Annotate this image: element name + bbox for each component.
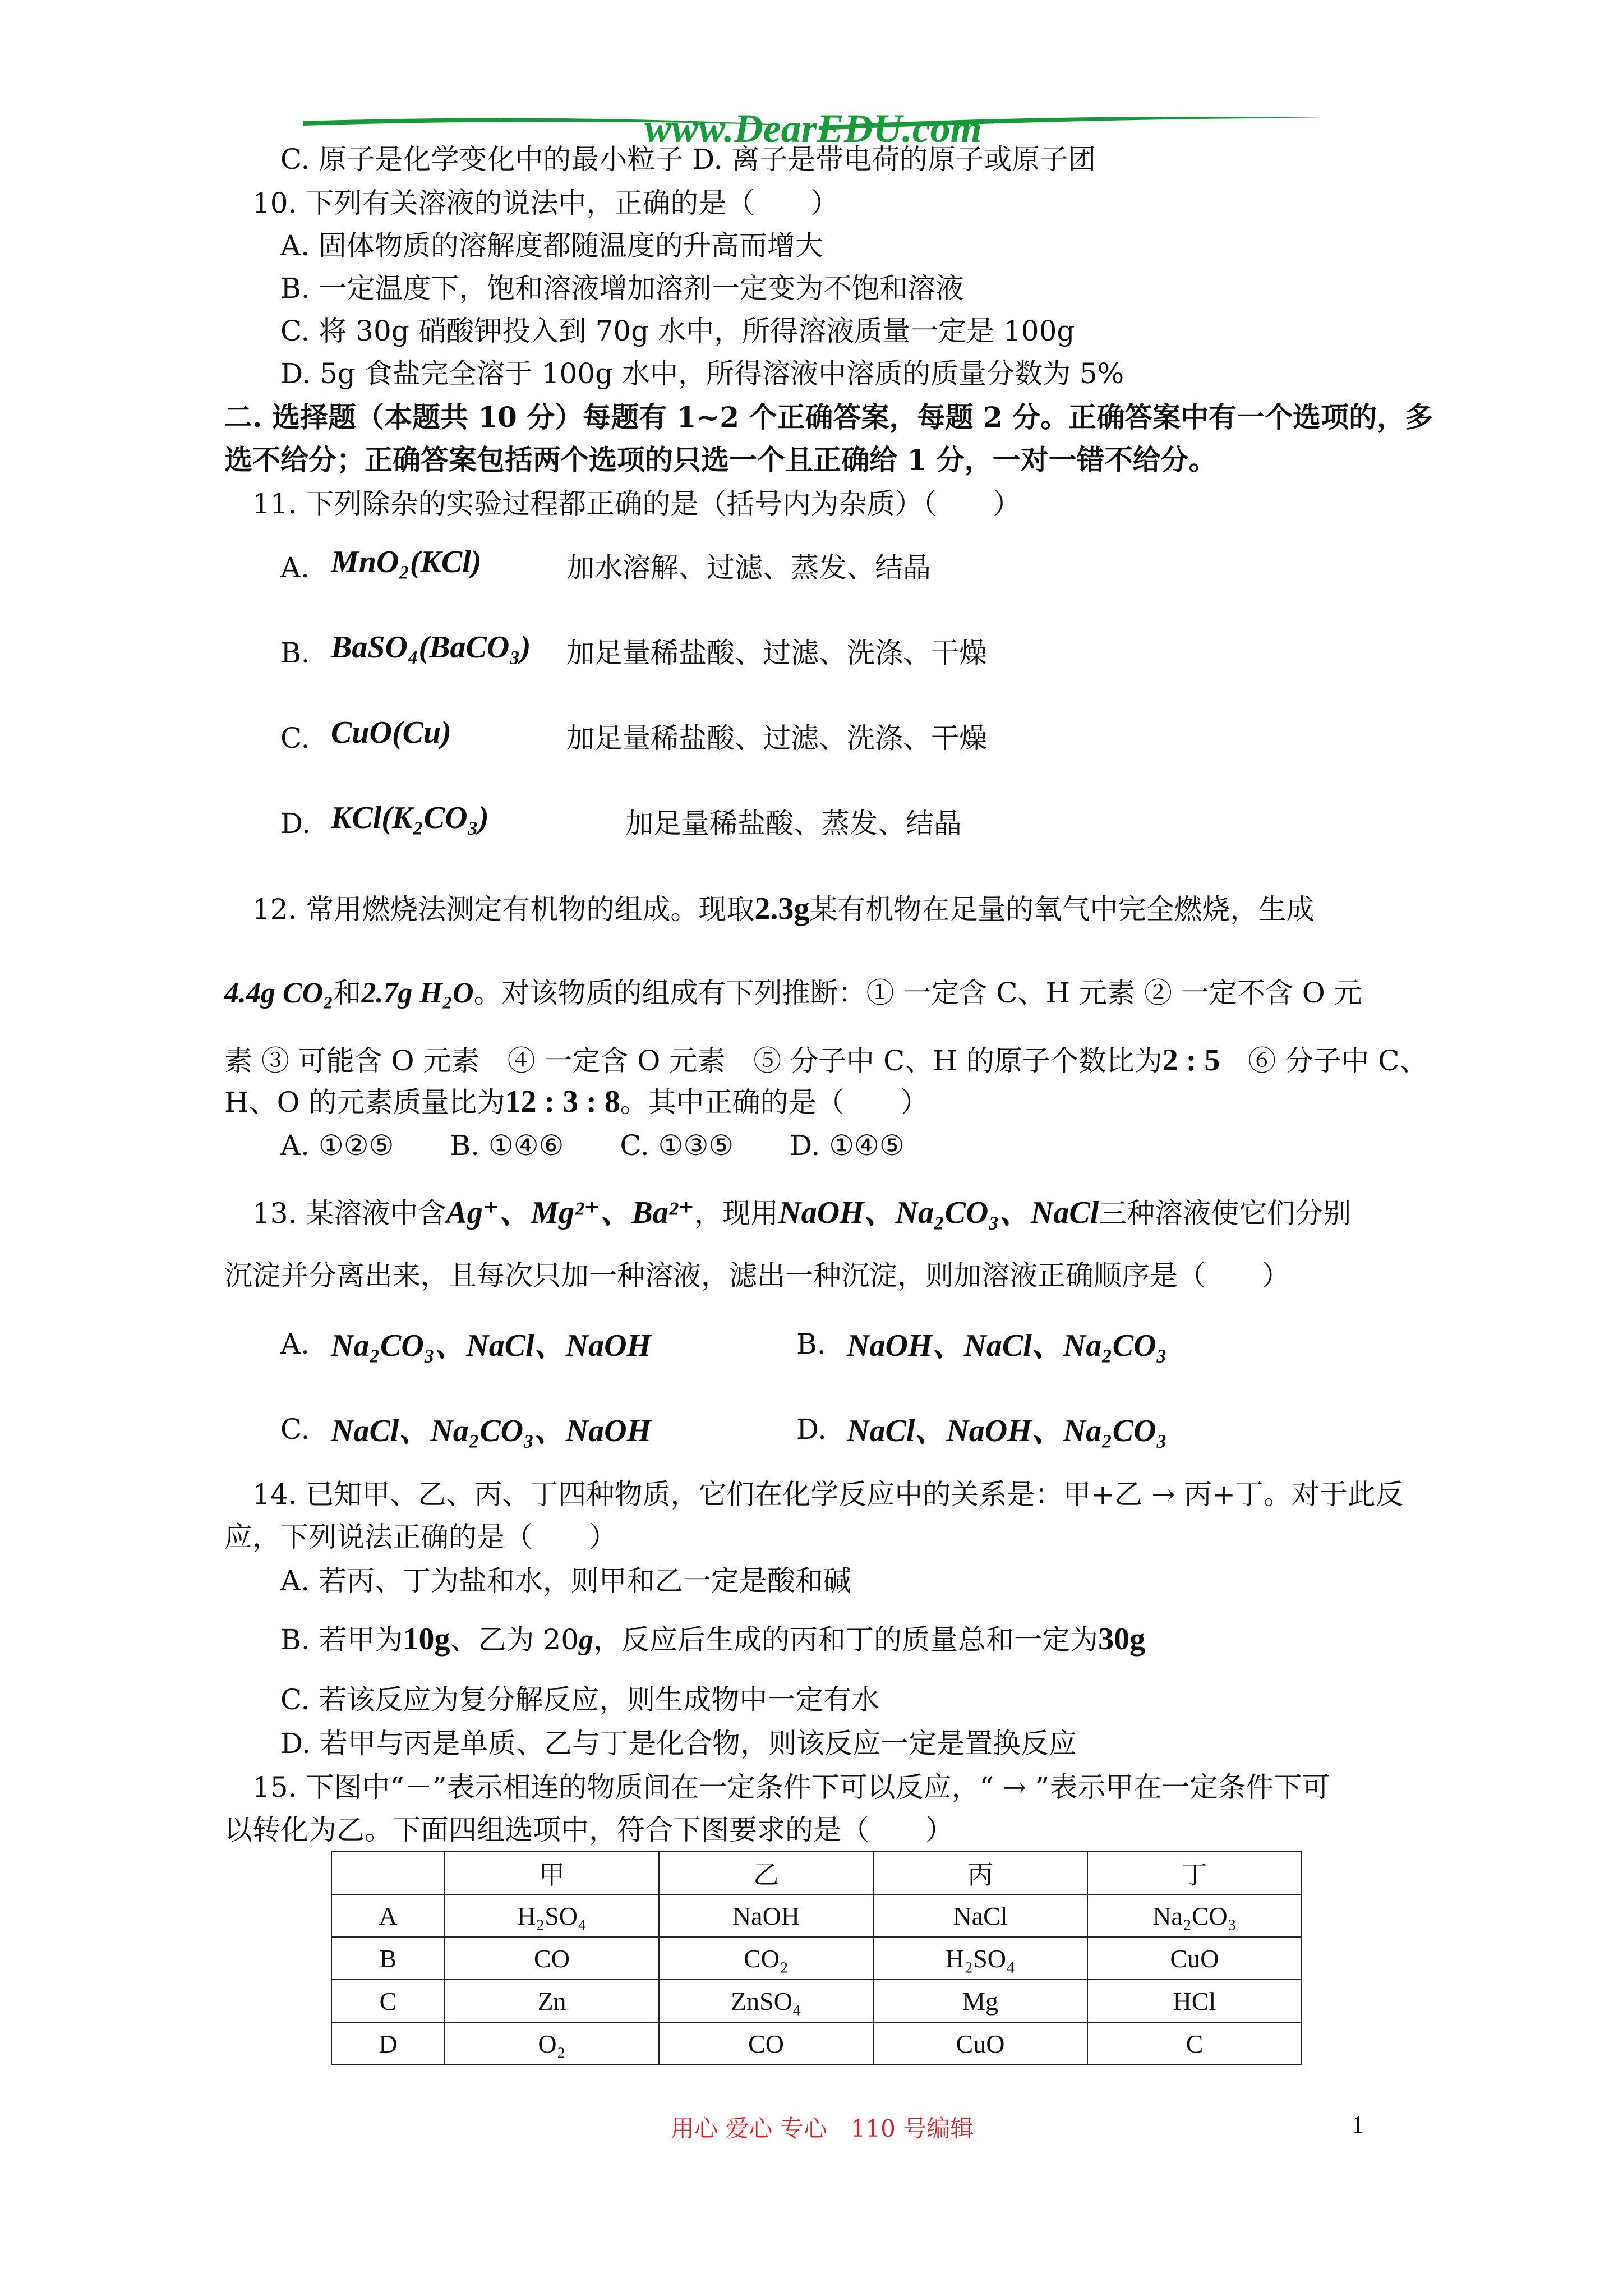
table-cell: H₂SO₄ — [873, 1937, 1087, 1980]
q12-line1-b: 某有机物在足量的氧气中完全燃烧，生成 — [809, 893, 1315, 926]
q12-ratio-2: 12 : 3 : 8 — [505, 1084, 620, 1119]
q10-option-d: D. 5g 食盐完全溶于 100g 水中，所得溶液中溶质的质量分数为 5% — [280, 357, 1124, 390]
q14-option-c: C. 若该反应为复分解反应，则生成物中一定有水 — [280, 1683, 880, 1716]
table-header-cell: 乙 — [659, 1852, 873, 1894]
q13-reagents: NaOH、Na₂CO₃、NaCl — [778, 1195, 1099, 1230]
table-header-cell — [331, 1852, 445, 1894]
q12-line3-a: 素 ③ 可能含 O 元素 ④ 一定含 O 元素 ⑤ 分子中 C、H 的原子个数比为 — [224, 1045, 1163, 1077]
table-cell: ZnSO₄ — [659, 1980, 873, 2022]
q13-option-c-formula: NaCl、Na₂CO₃、NaOH — [331, 1414, 652, 1448]
q14-option-b-c: ，反应后生成的丙和丁的质量总和一定为 — [593, 1623, 1099, 1656]
table-cell: Na₂CO₃ — [1087, 1894, 1302, 1937]
q13-option-b-label: B. — [796, 1328, 826, 1360]
q13-line1-c: 三种溶液使它们分别 — [1099, 1197, 1352, 1230]
q14-line1: 14. 已知甲、乙、丙、丁四种物质，它们在化学反应中的关系是：甲+乙 → 丙+丁。对于此反 — [252, 1478, 1404, 1511]
table-cell: CuO — [873, 2022, 1087, 2065]
q13-option-a-label: A. — [280, 1328, 310, 1360]
q13-option-d-formula: NaCl、NaOH、Na₂CO₃ — [847, 1414, 1168, 1448]
q10-option-b: B. 一定温度下，饱和溶液增加溶剂一定变为不饱和溶液 — [280, 272, 964, 305]
q12-line2 — [224, 975, 1362, 1011]
q12-line1-a: 12. 常用燃烧法测定有机物的组成。现取 — [252, 893, 755, 926]
q12-line1 — [252, 891, 1314, 927]
table-cell: CuO — [1087, 1937, 1302, 1980]
q12-mass-1: 2.3g — [754, 891, 810, 926]
q14-option-b-b: 、乙为 20 — [450, 1623, 579, 1656]
q12-line3-b: ⑥ 分子中 C、 — [1220, 1045, 1428, 1077]
table-header-cell: 丁 — [1087, 1852, 1302, 1894]
q12-ratio-1: 2 : 5 — [1162, 1043, 1220, 1078]
logo-text[interactable]: www.DearEDU.com — [644, 106, 982, 151]
q11-option-d-formula: KCl(K₂CO₃) — [331, 800, 489, 835]
table-cell: C — [331, 1980, 445, 2022]
q12-line2-b: 。对该物质的组成有下列推断：① 一定含 C、H 元素 ② 一定不含 O 元 — [473, 977, 1362, 1009]
q11-option-b-label: B. — [280, 637, 310, 669]
q12-line2-and: 和 — [333, 977, 362, 1009]
table-cell: A — [331, 1894, 445, 1937]
footer-text: 用心 爱心 专心 110 号编辑 — [671, 2115, 974, 2142]
q13-ions: Ag⁺、Mg²⁺、Ba²⁺ — [446, 1195, 695, 1230]
q11-option-c-formula: CuO(Cu) — [331, 715, 451, 750]
section2-heading-line1: 二. 选择题（本题共 10 分）每题有 1~2 个正确答案，每题 2 分。正确答案中有一个选项的，多 — [224, 401, 1433, 434]
table-row — [331, 1937, 1302, 1980]
table-cell: C — [1087, 2022, 1302, 2065]
table-cell: NaOH — [659, 1894, 873, 1937]
q13-option-b-formula: NaOH、NaCl、Na₂CO₃ — [847, 1328, 1168, 1363]
q10-option-c: C. 将 30g 硝酸钾投入到 70g 水中，所得溶液质量一定是 100g — [280, 315, 1075, 347]
table-cell: NaCl — [873, 1894, 1087, 1937]
q12-h2o-mass: 2.7g H₂O — [361, 977, 474, 1009]
q13-option-a-formula: Na₂CO₃、NaCl、NaOH — [331, 1328, 652, 1363]
q13-line2: 沉淀并分离出来，且每次只加一种溶液，滤出一种沉淀，则加溶液正确顺序是（ ） — [224, 1259, 1290, 1292]
table-cell: Zn — [445, 1980, 659, 2022]
q14-option-d: D. 若甲与丙是单质、乙与丁是化合物，则该反应一定是置换反应 — [280, 1727, 1077, 1760]
q12-options: A. ①②⑤ B. ①④⑥ C. ①③⑤ D. ①④⑤ — [280, 1129, 905, 1162]
q14-line2: 应，下列说法正确的是（ ） — [224, 1521, 617, 1553]
q10-option-a: A. 固体物质的溶解度都随温度的升高而增大 — [280, 229, 823, 262]
q14-mass-1: 10g — [403, 1622, 450, 1657]
q14-unit: g — [579, 1624, 594, 1656]
q12-line4-b: 。其中正确的是（ ） — [620, 1086, 929, 1119]
q11-option-d-label: D. — [280, 807, 311, 840]
q15-line1: 15. 下图中“－”表示相连的物质间在一定条件下可以反应，“ → ”表示甲在一定条件下可 — [252, 1771, 1330, 1803]
q15-table — [331, 1851, 1302, 2065]
q13-line1-a: 13. 某溶液中含 — [252, 1197, 446, 1230]
q14-option-b — [280, 1621, 1145, 1658]
q12-line3 — [224, 1042, 1427, 1079]
table-row — [331, 1980, 1302, 2022]
q9-option-c: C. 原子是化学变化中的最小粒子 D. 离子是带电荷的原子或原子团 — [280, 143, 1096, 176]
q15-line2: 以转化为乙。下面四组选项中，符合下图要求的是（ ） — [224, 1814, 953, 1846]
page-number: 1 — [1352, 2111, 1364, 2138]
table-cell: CO₂ — [659, 1937, 873, 1980]
q11-option-b-formula: BaSO₄(BaCO₃) — [331, 630, 531, 665]
q13-option-d-label: D. — [796, 1413, 827, 1446]
table-cell: B — [331, 1937, 445, 1980]
q12-co2-mass: 4.4g CO₂ — [224, 977, 334, 1009]
table-row — [331, 1894, 1302, 1937]
q11-option-a-text: 加水溶解、过滤、蒸发、结晶 — [566, 551, 931, 584]
q11-option-c-text: 加足量稀盐酸、过滤、洗涤、干燥 — [566, 722, 987, 754]
q13-line1-b: ，现用 — [694, 1197, 779, 1230]
q11-option-d-text: 加足量稀盐酸、蒸发、结晶 — [625, 807, 962, 840]
table-cell: CO — [659, 2022, 873, 2065]
q11-option-a-label: A. — [280, 551, 310, 584]
q11-option-b-text: 加足量稀盐酸、过滤、洗涤、干燥 — [566, 637, 987, 669]
q14-mass-3: 30g — [1098, 1622, 1146, 1657]
q12-line4-a: H、O 的元素质量比为 — [224, 1086, 505, 1119]
table-header-cell: 丙 — [873, 1852, 1087, 1894]
table-cell: CO — [445, 1937, 659, 1980]
q11-option-c-label: C. — [280, 722, 310, 754]
table-row — [331, 2022, 1302, 2065]
q13-line1 — [252, 1195, 1351, 1231]
table-cell: HCl — [1087, 1980, 1302, 2022]
table-header-row — [331, 1852, 1302, 1894]
table-cell: D — [331, 2022, 445, 2065]
q11-option-a-formula: MnO₂(KCl) — [331, 545, 482, 579]
table-cell: O₂ — [445, 2022, 659, 2065]
q11-stem: 11. 下列除杂的实验过程都正确的是（括号内为杂质）（ ） — [252, 487, 1021, 520]
table-cell: H₂SO₄ — [445, 1894, 659, 1937]
section2-heading-line2: 选不给分；正确答案包括两个选项的只选一个且正确给 1 分，一对一错不给分。 — [224, 443, 1217, 476]
q14-option-a: A. 若丙、丁为盐和水，则甲和乙一定是酸和碱 — [280, 1565, 851, 1597]
q12-line4 — [224, 1084, 929, 1120]
table-cell: Mg — [873, 1980, 1087, 2022]
table-header-cell: 甲 — [445, 1852, 659, 1894]
q14-option-b-a: B. 若甲为 — [280, 1623, 403, 1656]
q13-option-c-label: C. — [280, 1413, 310, 1446]
q10-stem: 10. 下列有关溶液的说法中，正确的是（ ） — [252, 187, 839, 219]
